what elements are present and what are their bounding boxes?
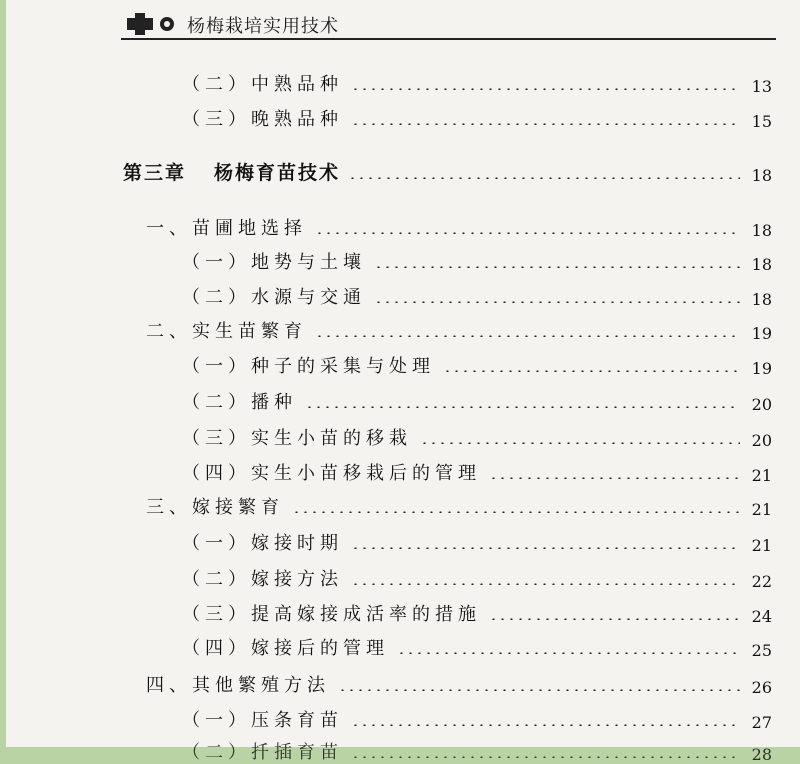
toc-leader-dots	[397, 652, 740, 654]
toc-entry[interactable]	[182, 66, 772, 96]
header-title: 杨梅栽培实用技术	[187, 16, 339, 37]
toc-entry[interactable]	[182, 596, 772, 626]
toc-leader-dots	[351, 583, 740, 585]
toc-entry[interactable]	[182, 101, 772, 131]
toc-page-number: 21	[751, 500, 772, 519]
toc-entry-label: （二）中熟品种	[182, 74, 343, 95]
toc-entry-label: 三、嫁接繁育	[146, 497, 284, 518]
toc-leader-dots	[489, 618, 740, 620]
toc-entry-label: （二）播种	[182, 392, 297, 413]
toc-entry-label: （三）晚熟品种	[182, 109, 343, 130]
toc-page-number: 22	[751, 572, 772, 591]
toc-section-entry[interactable]	[146, 667, 772, 697]
toc-chapter-label	[123, 158, 340, 185]
toc-page-number: 18	[751, 290, 772, 309]
toc-section-entry[interactable]	[146, 313, 772, 343]
toc-entry-label: （一）地势与土壤	[182, 252, 366, 273]
toc-leader-dots	[420, 442, 740, 444]
toc-leader-dots	[305, 406, 740, 408]
toc-entry-label: （二）扦插育苗	[182, 742, 343, 763]
toc-leader-dots	[338, 689, 740, 691]
toc-entry[interactable]	[182, 420, 772, 450]
toc-entry-label: （一）嫁接时期	[182, 533, 343, 554]
toc-page-number: 18	[751, 221, 772, 240]
toc-leader-dots	[374, 301, 740, 303]
toc-entry-label: 一、苗圃地选择	[146, 218, 307, 239]
toc-page-number: 26	[751, 678, 772, 697]
toc-page-number: 18	[751, 166, 772, 185]
toc-entry-label: （二）嫁接方法	[182, 569, 343, 590]
toc-entry-label: （二）水源与交通	[182, 287, 366, 308]
toc-leader-dots	[351, 756, 740, 758]
toc-entry-label: 四、其他繁殖方法	[146, 675, 330, 696]
toc-entry-label: （四）嫁接后的管理	[182, 638, 389, 659]
toc-chapter-entry[interactable]	[123, 155, 772, 185]
toc-entry-label: （四）实生小苗移栽后的管理	[182, 463, 481, 484]
running-header	[121, 8, 776, 40]
toc-entry[interactable]	[182, 525, 772, 555]
toc-leader-dots	[374, 266, 740, 268]
toc-leader-dots	[351, 88, 740, 90]
toc-leader-dots	[351, 123, 740, 125]
toc-page-number: 15	[751, 112, 772, 131]
toc-page-number: 13	[751, 77, 772, 96]
toc-leader-dots	[443, 370, 740, 372]
toc-page-number: 20	[751, 431, 772, 450]
toc-page-number: 27	[751, 713, 772, 732]
toc-entry-label: （一）压条育苗	[182, 710, 343, 731]
toc-page-number: 24	[751, 607, 772, 626]
toc-leader-dots	[315, 335, 740, 337]
toc-page-number: 19	[751, 359, 772, 378]
book-page	[6, 0, 800, 764]
toc-page-number: 18	[751, 255, 772, 274]
toc-page-number: 25	[751, 641, 772, 660]
toc-entry-label: （三）提高嫁接成活率的措施	[182, 604, 481, 625]
toc-entry[interactable]	[182, 630, 772, 660]
toc-leader-dots	[351, 724, 740, 726]
toc-leader-dots	[348, 177, 740, 179]
toc-entry-label: （一）种子的采集与处理	[182, 356, 435, 377]
toc-entry[interactable]	[182, 384, 772, 414]
toc-entry[interactable]	[182, 244, 772, 274]
toc-entry[interactable]	[182, 279, 772, 309]
toc-leader-dots	[489, 477, 740, 479]
toc-leader-dots	[315, 232, 740, 234]
toc-section-entry[interactable]	[146, 210, 772, 240]
toc-leader-dots	[351, 547, 740, 549]
toc-page-number: 28	[751, 745, 772, 764]
header-rule	[121, 38, 776, 40]
toc-page-number: 21	[751, 536, 772, 555]
toc-entry-label: （三）实生小苗的移栽	[182, 428, 412, 449]
toc-entry[interactable]	[182, 702, 772, 732]
toc-entry[interactable]	[182, 561, 772, 591]
toc-leader-dots	[292, 511, 740, 513]
chapter-number: 第三章	[123, 162, 187, 184]
toc-entry[interactable]	[182, 734, 772, 764]
toc-entry[interactable]	[182, 348, 772, 378]
chapter-title: 杨梅育苗技术	[214, 162, 341, 184]
toc-entry[interactable]	[182, 455, 772, 485]
toc-page-number: 19	[751, 324, 772, 343]
toc-entry-label: 二、实生苗繁育	[146, 321, 307, 342]
header-ornament-icon	[121, 12, 181, 36]
toc-page-number: 20	[751, 395, 772, 414]
toc-section-entry[interactable]	[146, 489, 772, 519]
toc-page-number: 21	[751, 466, 772, 485]
